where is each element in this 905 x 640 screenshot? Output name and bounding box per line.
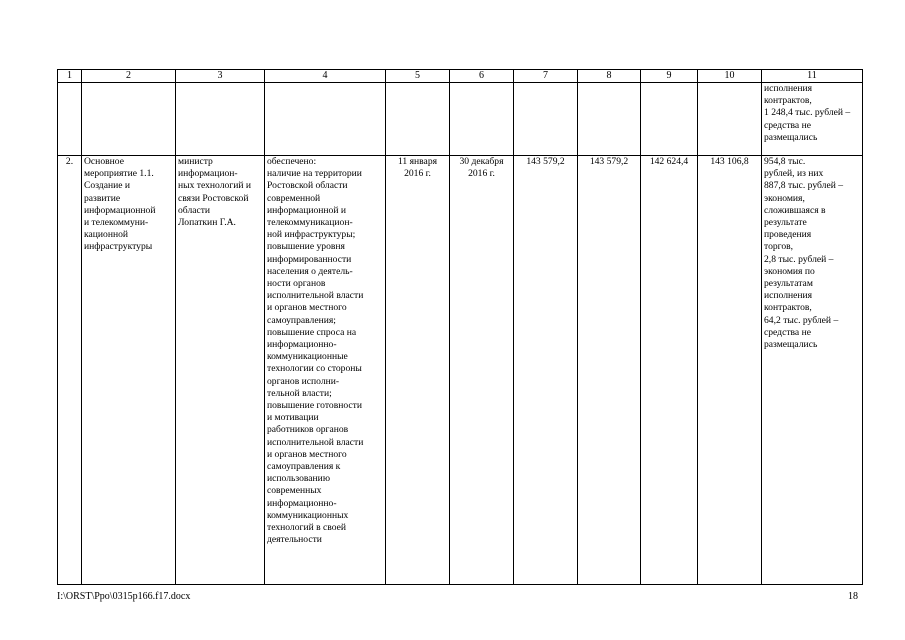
cell-empty (386, 83, 450, 156)
cell-start-date: 11 января 2016 г. (386, 156, 450, 585)
column-number: 3 (176, 70, 265, 83)
column-number: 8 (578, 70, 641, 83)
cell-value: 143 579,2 (514, 156, 578, 585)
file-path: I:\ORST\Ppo\0315p166.f17.docx (57, 591, 191, 602)
page-number: 18 (848, 591, 858, 602)
column-number: 11 (762, 70, 863, 83)
column-number: 1 (58, 70, 82, 83)
cell-value: 143 106,8 (698, 156, 762, 585)
column-number: 4 (265, 70, 386, 83)
table-row (58, 156, 863, 585)
cell-empty (641, 83, 698, 156)
cell-responsible: министр информацион- ных технологий и связи Ростовской области Лопаткин Г.А. (176, 156, 265, 585)
column-number: 10 (698, 70, 762, 83)
cell-value: 143 579,2 (578, 156, 641, 585)
cell-empty (58, 83, 82, 156)
cell-empty (265, 83, 386, 156)
cell-value: 142 624,4 (641, 156, 698, 585)
cell-note: исполнения контрактов, 1 248,4 тыс. рублей – средства не размещались (762, 83, 863, 156)
column-number: 2 (82, 70, 176, 83)
column-number-row (58, 70, 863, 83)
column-number: 7 (514, 70, 578, 83)
cell-empty (82, 83, 176, 156)
cell-row-number: 2. (58, 156, 82, 585)
cell-event-name: Основное мероприятие 1.1. Создание и развитие информационной и телекоммуни- кационной инфраструктуры (82, 156, 176, 585)
cell-empty (578, 83, 641, 156)
cell-note: 954,8 тыс. рублей, из них 887,8 тыс. рублей – экономия, сложившаяся в результате проведения торгов, 2,8 тыс. рублей – экономия по результатам исполнения контрактов, 64,2 тыс. рублей – средства не размещались (762, 156, 863, 585)
cell-empty (450, 83, 514, 156)
report-table (57, 69, 863, 585)
cell-empty (698, 83, 762, 156)
table-row (58, 83, 863, 156)
column-number: 9 (641, 70, 698, 83)
cell-end-date: 30 декабря 2016 г. (450, 156, 514, 585)
cell-empty (514, 83, 578, 156)
cell-empty (176, 83, 265, 156)
column-number: 5 (386, 70, 450, 83)
cell-result: обеспечено: наличие на территории Ростовской области современной информационной и телекоммуникацион- ной инфраструктуры; повышение уровня информированности населения о деятель- ности органов исполнительной власти и органов местного самоуправления; повышение спроса на информационно- коммуникационные технологии со стороны органов исполни- тельной власти; повышение готовности и мотивации работников органов исполнительной власти и органов местного самоуправления к использованию современных информационно- коммуникационных технологий в своей деятельности (265, 156, 386, 585)
column-number: 6 (450, 70, 514, 83)
